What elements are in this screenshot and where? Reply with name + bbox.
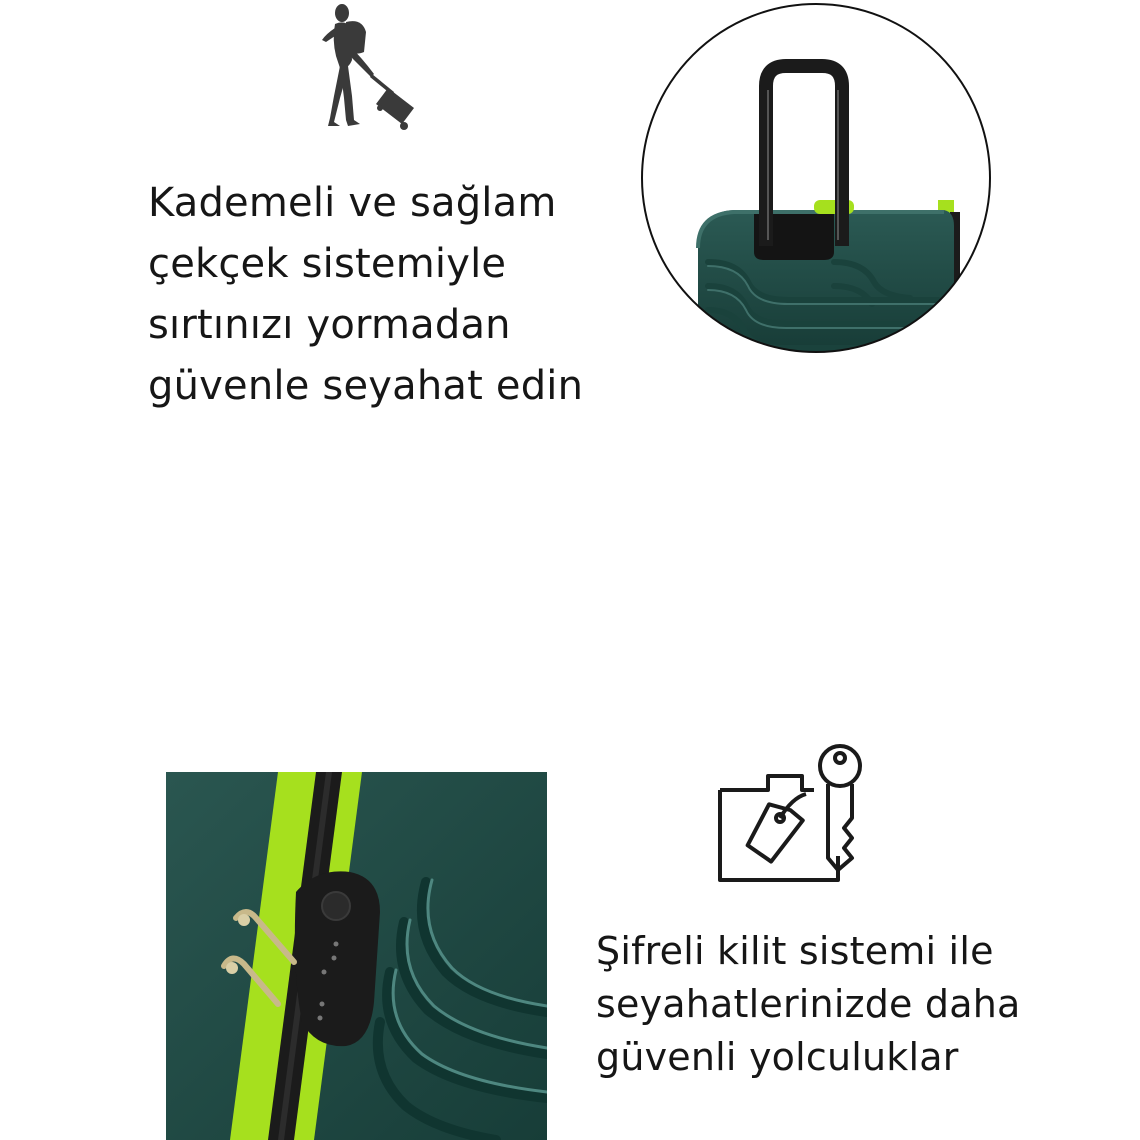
feature-handle-line-2: çekçek sistemiyle [148,241,507,287]
feature-handle-description [148,173,583,417]
suitcase-handle-photo [638,0,994,356]
feature-handle-line-4: güvenle seyahat edin [148,363,584,409]
feature-lock-line-2: seyahatlerinizde daha [596,982,1021,1026]
feature-lock-line-3: güvenli yolculuklar [596,1035,959,1079]
luggage-tag-key-icon [716,738,870,886]
suitcase-lock-photo [166,772,547,1140]
feature-handle-line-1: Kademeli ve sağlam [148,180,557,226]
traveler-with-suitcase-icon [318,0,436,132]
feature-handle-line-3: sırtınızı yormadan [148,302,511,348]
feature-lock-description [596,925,1020,1084]
feature-lock-line-1: Şifreli kilit sistemi ile [596,929,994,973]
